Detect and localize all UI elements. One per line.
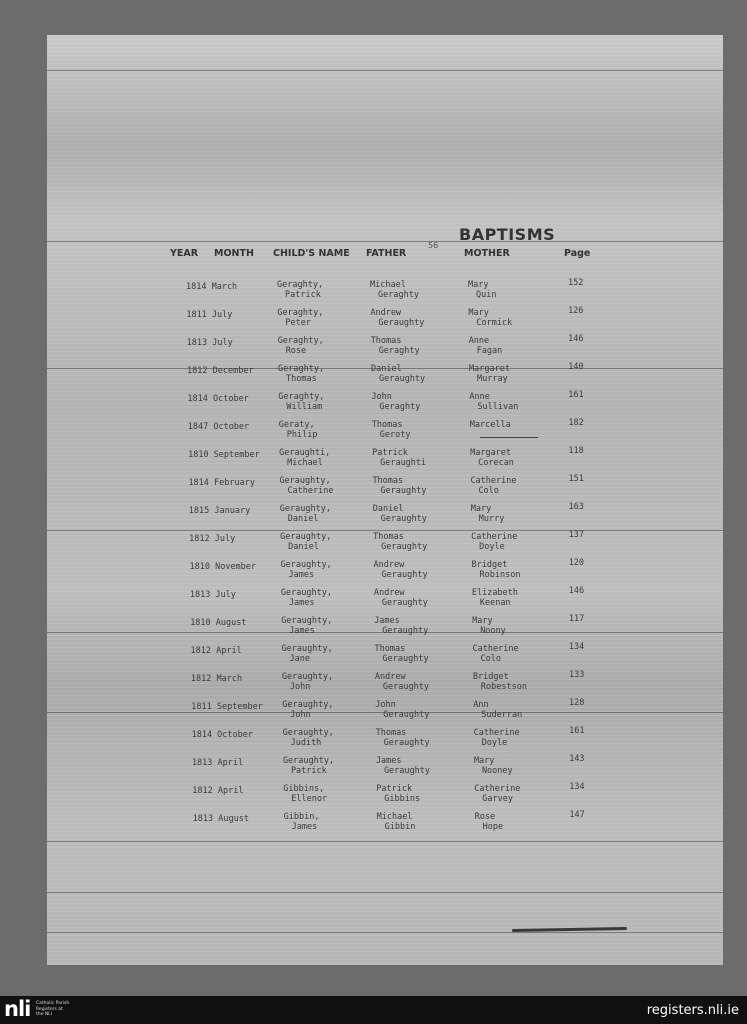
ruled-line (47, 932, 723, 933)
child-surname: Geraughty, (282, 728, 334, 738)
child-forename: James (291, 822, 318, 832)
father-surname: Geraughty (383, 766, 430, 776)
child-forename: Daniel (288, 542, 319, 552)
entry-date: 1814 March (186, 282, 238, 292)
father-surname: Gibbins (384, 794, 421, 804)
mother-forename: Rose (474, 812, 496, 822)
register-page-number: 146 (568, 334, 584, 344)
child-forename: James (289, 626, 315, 636)
father-forename: Andrew (374, 672, 406, 682)
entry-date: 1814 October (191, 730, 254, 740)
child-surname: Geraughty, (282, 756, 335, 766)
father-surname: Geraughty (380, 514, 427, 524)
entry-date: 1810 September (188, 450, 260, 460)
register-page-number: 163 (568, 502, 584, 512)
register-page-number: 133 (568, 670, 585, 680)
mother-forename: Catherine (473, 728, 520, 738)
entry-date: 1815 January (188, 506, 251, 516)
child-forename: Michael (287, 458, 323, 468)
entry-date: 1814 February (188, 478, 255, 488)
register-page-number: 152 (568, 278, 584, 288)
entry-date: 1847 October (187, 422, 250, 432)
mother-forename: Mary (468, 280, 489, 290)
child-surname: Geraghty, (277, 336, 324, 346)
entry-date: 1810 August (190, 618, 247, 628)
mother-surname: Noony (480, 626, 506, 636)
father-surname: Geroty (379, 430, 411, 440)
father-forename: Michael (370, 280, 406, 290)
father-surname: Geraghty (378, 290, 419, 300)
register-page-number: 118 (568, 446, 584, 456)
mother-surname: Murry (478, 514, 505, 524)
child-surname: Geraghty, (278, 392, 325, 402)
mother-surname: Doyle (479, 542, 505, 552)
child-surname: Geraughty, (281, 644, 333, 654)
ruled-line (47, 70, 723, 71)
child-surname: Gibbin, (283, 812, 320, 822)
mother-forename: Bridget (471, 560, 508, 570)
father-surname: Geraughty (381, 570, 428, 580)
header-year: YEAR (170, 248, 199, 259)
father-forename: Thomas (375, 728, 407, 738)
footer-bar (0, 996, 747, 1024)
entry-date: 1813 July (189, 590, 236, 600)
entry-date: 1811 September (191, 702, 263, 712)
mother-surname: Garvey (482, 794, 514, 804)
father-forename: Daniel (371, 364, 402, 374)
nli-logo: nli (4, 997, 31, 1021)
father-surname: Geraughty (382, 654, 429, 664)
child-surname: Geraughty, (282, 700, 334, 710)
child-forename: John (290, 710, 311, 720)
entry-date: 1812 December (187, 366, 254, 376)
child-surname: Gibbins, (283, 784, 325, 794)
father-surname: Geraughty (382, 682, 429, 692)
father-forename: Thomas (373, 532, 404, 542)
register-page-number: 128 (569, 698, 585, 708)
register-page-number: 182 (568, 418, 584, 428)
child-forename: Philip (286, 430, 318, 440)
child-surname: Geraughty, (281, 616, 333, 626)
ruled-line (47, 892, 723, 893)
father-surname: Geraughty (381, 542, 428, 552)
mother-surname: Robestson (480, 682, 527, 692)
header-month: MONTH (214, 248, 254, 259)
entry-date: 1812 March (190, 674, 243, 684)
ruled-line (47, 841, 723, 842)
father-surname: Geraughty (383, 738, 430, 748)
child-forename: Peter (285, 318, 311, 328)
child-forename: Thomas (286, 374, 317, 384)
register-page-number: 146 (568, 586, 585, 596)
mother-surname: Doyle (481, 738, 508, 748)
mother-forename: Anne (469, 392, 490, 402)
mother-forename: Marcella (469, 420, 511, 430)
mother-forename: Ann (473, 700, 489, 710)
child-surname: Geraughty, (279, 504, 331, 514)
page-title: BAPTISMS (459, 225, 556, 244)
child-forename: James (288, 570, 315, 580)
ruled-line (47, 241, 723, 242)
father-forename: Thomas (371, 420, 403, 430)
child-surname: Geraty, (278, 420, 315, 430)
mother-surname: Quin (476, 290, 497, 300)
child-forename: William (286, 402, 323, 412)
mother-forename: Margaret (470, 448, 512, 458)
mother-surname: Colo (478, 486, 499, 496)
father-forename: Michael (376, 812, 413, 822)
register-page (47, 35, 723, 965)
blank-surname-line (480, 437, 538, 438)
logo-caption: Catholic Parish Registers at the NLI (36, 1001, 70, 1017)
mother-forename: Bridget (472, 672, 509, 682)
father-forename: Patrick (376, 784, 413, 794)
mother-forename: Mary (472, 616, 493, 626)
child-forename: John (289, 682, 311, 692)
child-forename: Rose (285, 346, 307, 356)
father-surname: Gibbin (384, 822, 416, 832)
register-page-number: 126 (568, 306, 584, 316)
father-surname: Geraughty (383, 710, 430, 720)
register-page-number: 147 (569, 810, 585, 820)
child-surname: Geraghty, (278, 364, 325, 374)
header-mother: MOTHER (464, 248, 510, 259)
father-forename: Thomas (374, 644, 406, 654)
child-surname: Geraughty, (279, 476, 331, 486)
mother-forename: Mary (470, 504, 492, 514)
child-surname: Geraughty, (280, 588, 333, 598)
entry-date: 1813 August (192, 814, 249, 824)
father-forename: Andrew (373, 588, 405, 598)
mother-surname: Nooney (481, 766, 513, 776)
mother-forename: Elizabeth (471, 588, 518, 598)
mother-forename: Catherine (472, 644, 519, 654)
father-forename: John (375, 700, 396, 710)
register-page-number: 161 (569, 726, 585, 736)
mother-surname: Cormick (476, 318, 513, 328)
mother-forename: Catherine (470, 476, 517, 486)
child-forename: Daniel (287, 514, 319, 524)
entry-date: 1813 April (191, 758, 244, 768)
mother-surname: Colo (480, 654, 502, 664)
entry-date: 1812 April (192, 786, 244, 796)
child-surname: Geraghty, (277, 280, 324, 290)
father-surname: Geraghty (379, 402, 421, 412)
mother-surname: Suderran (481, 710, 523, 720)
father-forename: John (371, 392, 392, 402)
father-surname: Geraughty (382, 626, 429, 636)
register-page-number: 117 (568, 614, 585, 624)
mother-surname: Keenan (479, 598, 511, 608)
site-url[interactable]: registers.nli.ie (646, 1003, 739, 1018)
register-page-number: 137 (568, 530, 584, 540)
mother-surname: Corecan (478, 458, 514, 468)
child-surname: Geraughty, (280, 532, 332, 542)
mother-forename: Catherine (471, 532, 518, 542)
mother-surname: Hope (482, 822, 504, 832)
ruled-line (47, 530, 723, 531)
father-forename: Andrew (373, 560, 405, 570)
child-surname: Geraughti, (279, 448, 331, 458)
child-forename: James (288, 598, 315, 608)
mother-forename: Margaret (469, 364, 510, 374)
child-surname: Geraughty, (281, 672, 334, 682)
mother-forename: Anne (468, 336, 490, 346)
father-surname: Geraughty (379, 374, 426, 384)
handwritten-note: 56 (428, 241, 439, 250)
father-surname: Geraughty (381, 598, 428, 608)
entry-date: 1813 July (186, 338, 233, 348)
mother-surname: Sullivan (477, 402, 519, 412)
child-surname: Geraghty, (277, 308, 324, 318)
mother-forename: Mary (473, 756, 495, 766)
child-forename: Jane (289, 654, 311, 664)
entry-date: 1811 July (186, 310, 233, 320)
father-forename: Patrick (372, 448, 408, 458)
child-forename: Patrick (285, 290, 321, 300)
child-surname: Geraughty, (280, 560, 332, 570)
entry-date: 1810 November (189, 562, 257, 572)
register-page-number: 134 (569, 782, 585, 792)
father-surname: Geraughti (380, 458, 427, 468)
mother-forename: Catherine (474, 784, 521, 794)
register-page-number: 161 (568, 390, 584, 400)
entry-date: 1814 October (187, 394, 249, 404)
entry-date: 1812 July (189, 534, 236, 544)
father-forename: Daniel (372, 504, 404, 514)
register-page-number: 151 (568, 474, 584, 484)
child-forename: Catherine (287, 486, 334, 496)
father-forename: Thomas (372, 476, 404, 486)
child-forename: Ellenor (291, 794, 328, 804)
child-forename: Judith (290, 738, 322, 748)
father-forename: Thomas (370, 336, 402, 346)
header-child: CHILD'S NAME (273, 248, 350, 259)
entry-date: 1812 April (190, 646, 242, 656)
mother-surname: Murray (477, 374, 508, 384)
father-surname: Geraghty (378, 346, 420, 356)
register-page-number: 143 (569, 754, 585, 764)
father-surname: Geraughty (378, 318, 425, 328)
register-page-number: 120 (568, 558, 585, 568)
register-page-number: 140 (568, 362, 584, 372)
child-forename: Patrick (290, 766, 327, 776)
mother-surname: Robinson (479, 570, 521, 580)
father-forename: James (375, 756, 402, 766)
mother-surname: Fagan (476, 346, 503, 356)
father-forename: James (374, 616, 400, 626)
header-father: FATHER (366, 248, 407, 259)
register-page-number: 134 (568, 642, 585, 652)
father-forename: Andrew (370, 308, 402, 318)
father-surname: Geraughty (380, 486, 427, 496)
header-page: Page (564, 248, 591, 259)
mother-forename: Mary (468, 308, 489, 318)
